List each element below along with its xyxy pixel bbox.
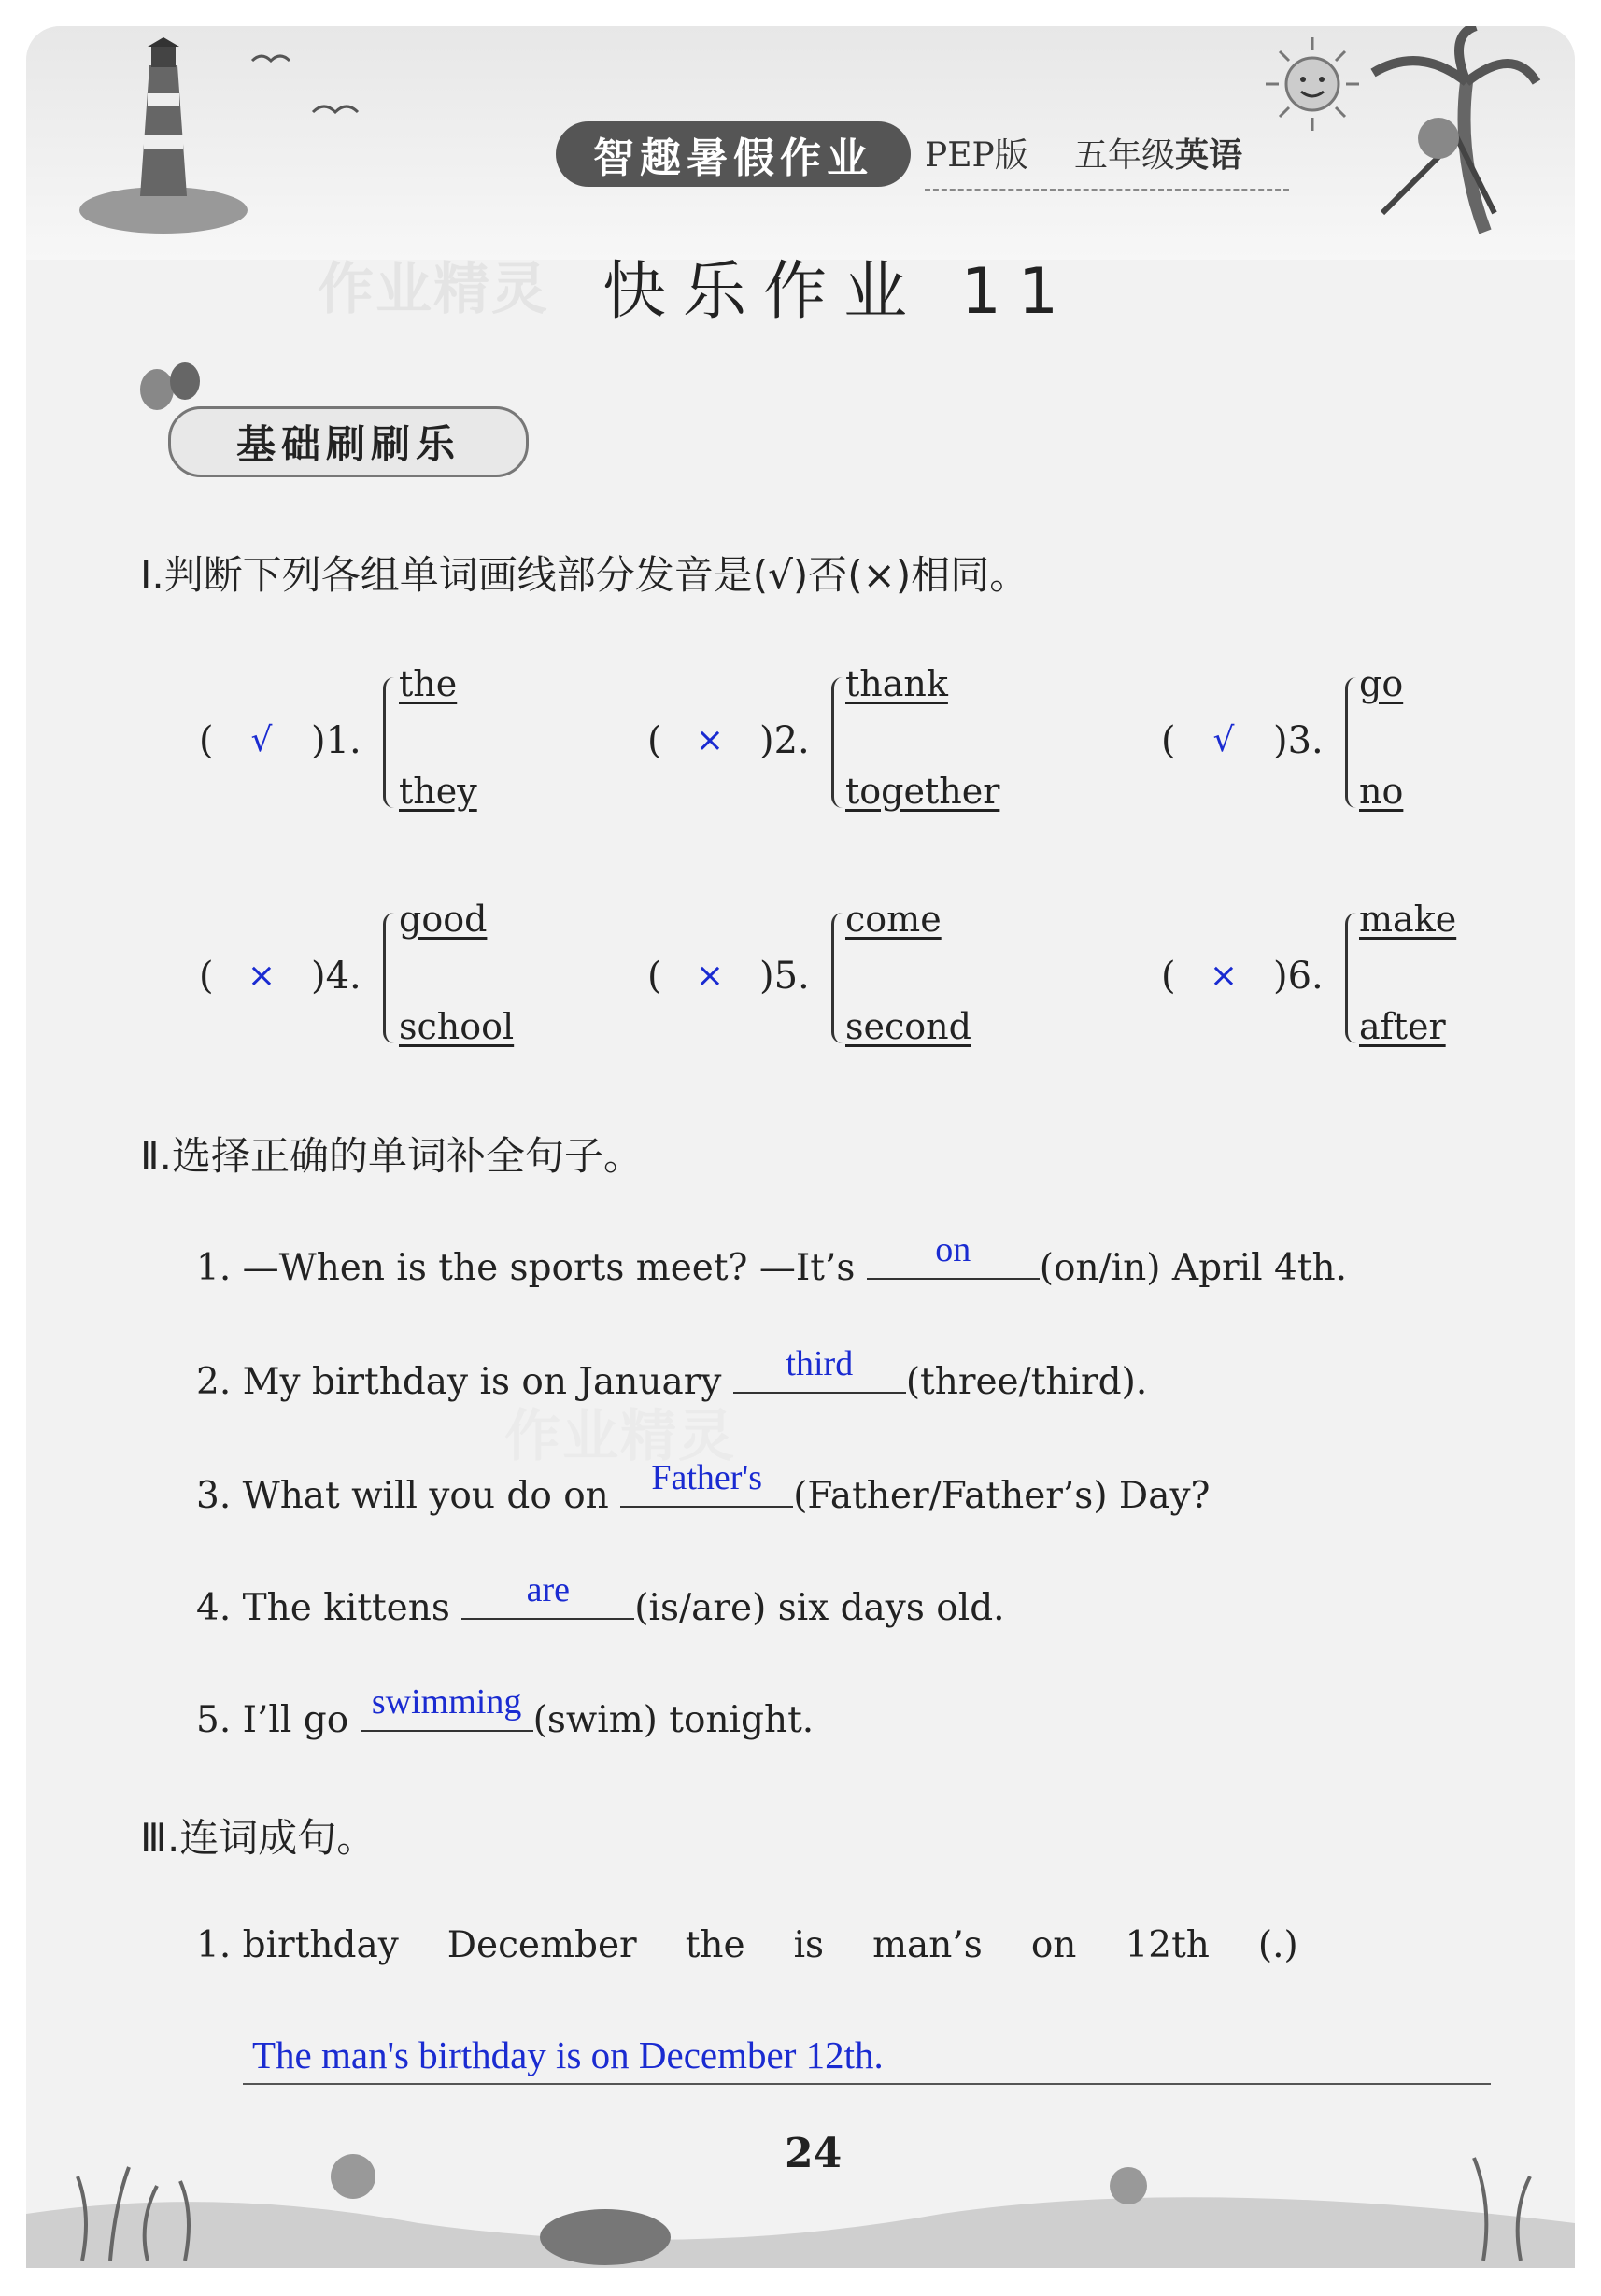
palm-tree-icon: [1354, 26, 1541, 241]
choice-item: ( √ )3.: [1161, 719, 1324, 762]
sentence-before: 4. The kittens: [196, 1587, 462, 1629]
edition-label: PEP版: [925, 136, 1028, 175]
filled-answer: Father's: [651, 1458, 763, 1497]
watermark: 作业精灵: [504, 1404, 736, 1469]
fill-sentence: [196, 1230, 1348, 1289]
item-number: )5.: [759, 955, 810, 998]
filled-answer: on: [935, 1230, 971, 1269]
sentence-after: (is/are) six days old.: [634, 1587, 1005, 1629]
watermark: 作业精灵: [318, 257, 549, 322]
scramble-word: on: [1030, 1924, 1077, 1966]
fill-sentence: [196, 1458, 1211, 1517]
word-bottom: they: [399, 771, 477, 812]
sentence-after: (three/third).: [905, 1361, 1148, 1403]
brand-title: 智趣暑假作业: [556, 121, 911, 187]
section3-heading: Ⅲ.连词成句。: [140, 1815, 376, 1861]
sentence-before: 5. I’ll go: [196, 1699, 361, 1741]
answer-mark: ×: [695, 721, 725, 759]
subject-label: 英语: [1175, 136, 1243, 175]
choice-item: ( × )5.: [647, 955, 810, 998]
sun-icon: [1256, 28, 1368, 140]
answer-blank: [620, 1458, 793, 1508]
scramble-word: (.): [1257, 1924, 1298, 1966]
scramble-word: man’s: [872, 1924, 983, 1966]
page-title: 快乐作业 11: [602, 255, 1076, 329]
lighthouse-icon: [75, 37, 252, 234]
answer-blank: [733, 1344, 906, 1394]
page-number: 24: [785, 2130, 843, 2177]
seabed-decoration: [26, 2148, 1575, 2268]
sentence-after: (Father/Father’s) Day?: [793, 1475, 1211, 1517]
grade-prefix: 五年级: [1074, 136, 1176, 175]
header-divider: [925, 189, 1289, 191]
word-top: the: [399, 663, 458, 704]
item-number: )2.: [759, 719, 810, 762]
fill-sentence: [196, 1570, 1005, 1629]
choice-item: ( √ )1.: [199, 719, 361, 762]
filled-answer: third: [786, 1344, 854, 1383]
word-top: come: [845, 899, 942, 940]
section-badge: 基础刷刷乐: [168, 406, 529, 477]
scramble-word: the: [685, 1924, 745, 1966]
scramble-word: December: [446, 1924, 637, 1966]
answer-mark: ×: [695, 957, 725, 995]
sentence-after: (swim) tonight.: [532, 1699, 815, 1741]
section2-heading: Ⅱ.选择正确的单词补全句子。: [140, 1133, 644, 1179]
answer-line: [243, 2083, 1491, 2085]
word-bottom: after: [1359, 1006, 1446, 1047]
sentence-answer: The man's birthday is on December 12th.: [252, 2034, 884, 2076]
sentence-before: 2. My birthday is on January: [196, 1361, 733, 1403]
scrambled-words: [196, 1924, 1298, 1966]
scramble-word: 1. birthday: [196, 1924, 399, 1966]
item-number: )4.: [311, 955, 361, 998]
scramble-word: 12th: [1125, 1924, 1210, 1966]
word-top: good: [399, 899, 488, 940]
sentence-before: 1. —When is the sports meet? —It’s: [196, 1247, 867, 1289]
answer-mark: ×: [247, 957, 276, 995]
word-top: make: [1359, 899, 1457, 940]
answer-blank: [867, 1230, 1040, 1280]
section1-heading: Ⅰ.判断下列各组单词画线部分发音是(√)否(×)相同。: [140, 552, 1029, 598]
answer-mark: ×: [1209, 957, 1239, 995]
filled-answer: are: [526, 1570, 570, 1609]
balloon-icon: [170, 362, 200, 400]
word-bottom: no: [1359, 771, 1404, 812]
answer-blank: [461, 1570, 634, 1620]
word-bottom: school: [399, 1006, 515, 1047]
answer-blank: [361, 1682, 533, 1732]
sentence-after: (on/in) April 4th.: [1039, 1247, 1348, 1289]
scramble-word: is: [793, 1924, 825, 1966]
filled-answer: swimming: [371, 1682, 522, 1722]
item-number: )1.: [311, 719, 361, 762]
answer-mark: √: [1212, 721, 1235, 759]
item-number: )6.: [1273, 955, 1324, 998]
bird-icon: [248, 47, 360, 131]
item-number: )3.: [1273, 719, 1324, 762]
word-top: go: [1359, 663, 1404, 704]
fill-sentence: [196, 1682, 815, 1741]
choice-item: ( × )2.: [647, 719, 810, 762]
answer-mark: √: [250, 721, 273, 759]
word-bottom: second: [845, 1006, 971, 1047]
grade-label: [1074, 129, 1242, 177]
word-top: thank: [845, 663, 948, 704]
sentence-before: 3. What will you do on: [196, 1475, 621, 1517]
choice-item: ( × )6.: [1161, 955, 1324, 998]
choice-item: ( × )4.: [199, 955, 361, 998]
word-bottom: together: [845, 771, 1000, 812]
balloon-icon: [140, 369, 174, 410]
